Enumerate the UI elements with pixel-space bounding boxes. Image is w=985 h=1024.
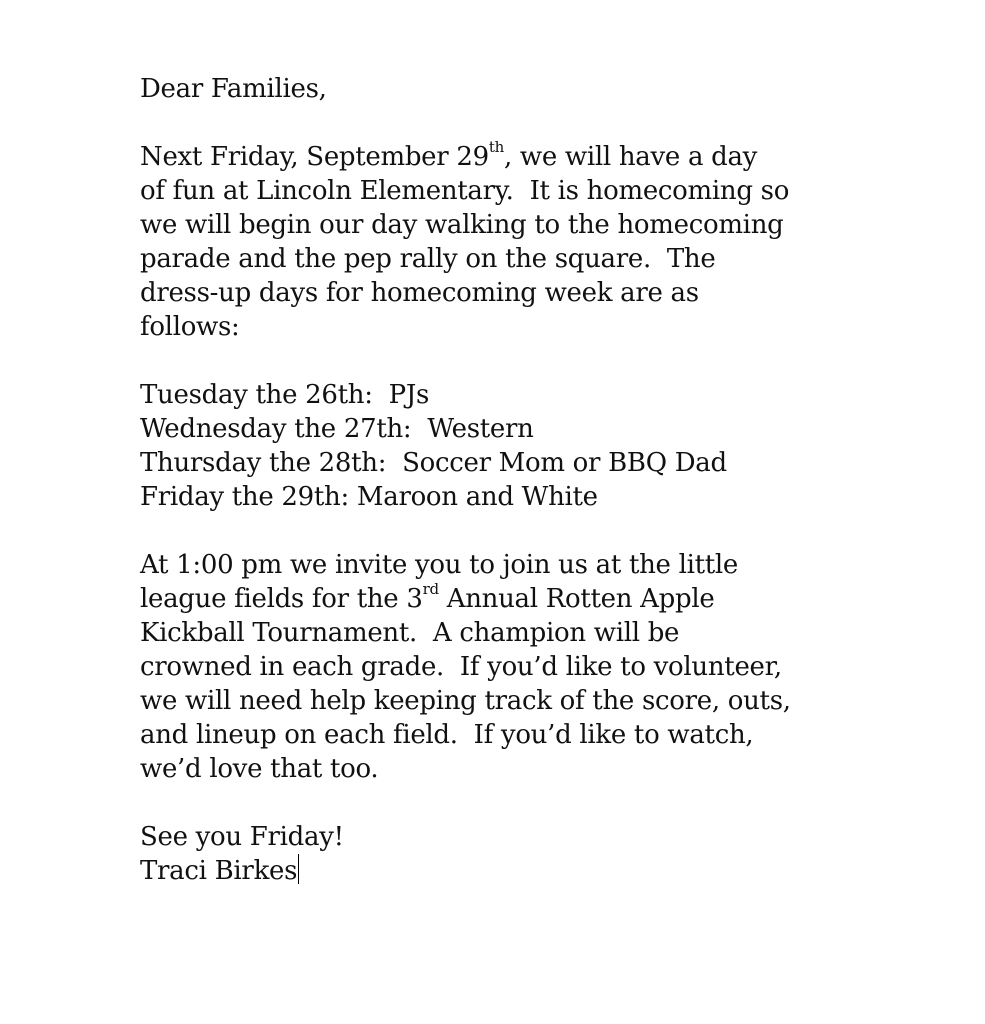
- paragraph-line: [140, 140, 940, 174]
- tournament-paragraph: [140, 548, 940, 786]
- list-item: Wednesday the 27th: Western: [140, 414, 534, 444]
- paragraph-text: Next Friday, September 29: [140, 142, 489, 172]
- greeting: Dear Families,: [140, 74, 327, 104]
- paragraph-gap: [140, 514, 940, 548]
- paragraph-line: we will begin our day walking to the homecoming: [140, 210, 784, 240]
- paragraph-line: of fun at Lincoln Elementary. It is homecoming so: [140, 176, 790, 206]
- closing-line: See you Friday!: [140, 822, 344, 852]
- ordinal-suffix: th: [488, 138, 504, 157]
- paragraph-line: we’d love that too.: [140, 754, 379, 784]
- intro-paragraph: [140, 140, 940, 344]
- paragraph-text: Annual Rotten Apple: [438, 584, 715, 614]
- paragraph-line: parade and the pep rally on the square. The: [140, 244, 716, 274]
- list-item: Thursday the 28th: Soccer Mom or BBQ Dad: [140, 448, 727, 478]
- paragraph-text: league fields for the 3: [140, 584, 423, 614]
- signature: Traci Birkes: [140, 856, 298, 886]
- paragraph-gap: [140, 344, 940, 378]
- ordinal-suffix: rd: [422, 580, 439, 599]
- signature-line: [140, 854, 940, 888]
- list-item: Tuesday the 26th: PJs: [140, 380, 429, 410]
- paragraph-line: follows:: [140, 312, 240, 342]
- paragraph-line: dress-up days for homecoming week are as: [140, 278, 699, 308]
- list-item: Friday the 29th: Maroon and White: [140, 482, 598, 512]
- paragraph-gap: [140, 786, 940, 820]
- paragraph-line: Kickball Tournament. A champion will be: [140, 618, 680, 648]
- paragraph-line: At 1:00 pm we invite you to join us at the little: [140, 550, 739, 580]
- dress-up-days-list: [140, 378, 940, 514]
- paragraph-line: [140, 582, 940, 616]
- paragraph-text: , we will have a day: [503, 142, 758, 172]
- paragraph-line: and lineup on each field. If you’d like to watch,: [140, 720, 754, 750]
- text-cursor: [298, 854, 299, 884]
- letter-document: [140, 72, 940, 888]
- paragraph-line: crowned in each grade. If you’d like to volunteer,: [140, 652, 782, 682]
- paragraph-line: we will need help keeping track of the score, outs,: [140, 686, 791, 716]
- paragraph-gap: [140, 106, 940, 140]
